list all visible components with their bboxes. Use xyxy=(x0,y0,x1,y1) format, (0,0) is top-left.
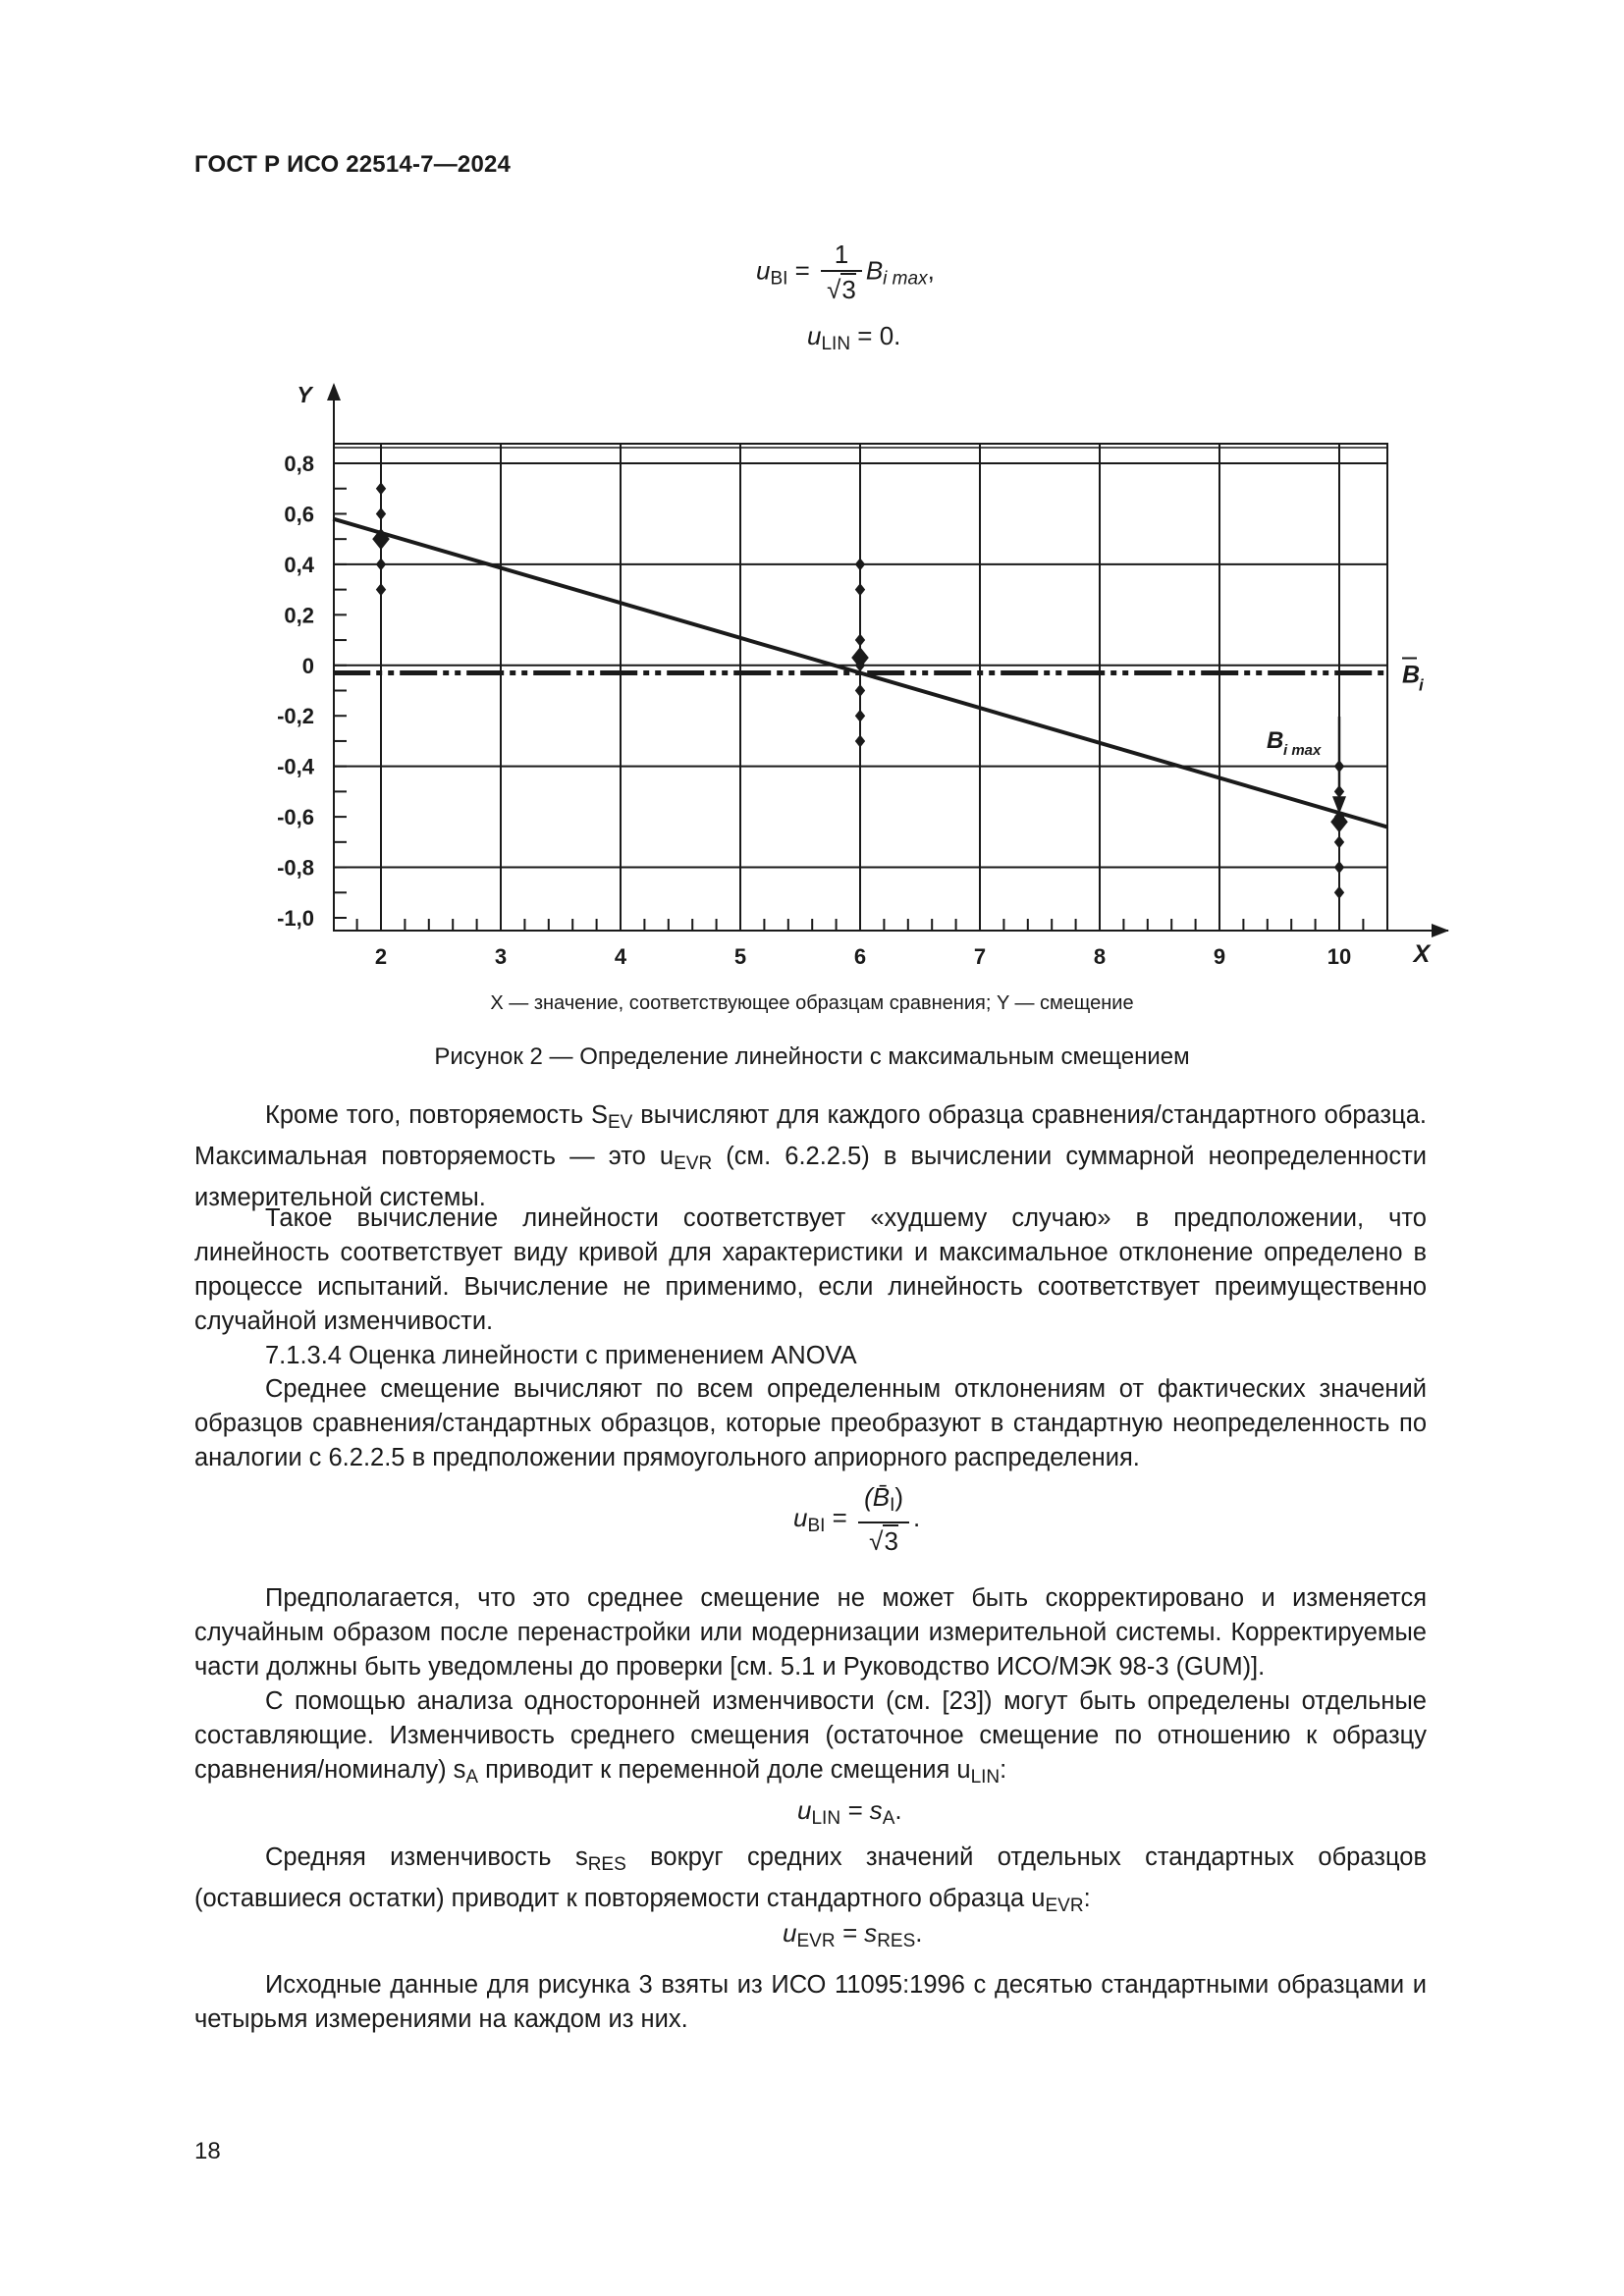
y-tick-label: 0 xyxy=(301,653,314,678)
document-header: ГОСТ Р ИСО 22514-7—2024 xyxy=(194,151,512,178)
x-tick-label: 7 xyxy=(973,944,987,969)
data-point xyxy=(1334,861,1344,874)
figure-title: Рисунок 2 — Определение линейности с максимальным смещением xyxy=(434,1043,1190,1070)
section-heading-7-1-3-4: 7.1.3.4 Оценка линейности с применением ANOVA xyxy=(265,1342,857,1369)
data-point xyxy=(855,583,865,596)
paragraph-5: Предполагается, что это среднее смещение не может быть скорректировано и изменяется случайным образом после перенастройки или модернизации измерительной системы. Корректируемые части должны быть уведомлены до проверки [см. 5.1 и Руководство ИСО/МЭК 98-3 (GUM)]. xyxy=(194,1584,1427,1681)
fraction: $\frac{1}{√3}$ xyxy=(821,240,862,305)
data-point xyxy=(855,710,865,722)
figure-legend-caption: X — значение, соответствующее образцам сравнения; Y — смещение xyxy=(490,992,1134,1014)
fraction: $\frac{(B̄_I)}{√3}$ xyxy=(858,1482,909,1557)
data-point xyxy=(855,558,865,570)
y-axis-arrow xyxy=(327,383,341,400)
formula-ubi-anova: $u_{BI}$ = $\frac{(B̄_I)}{√3}$ . xyxy=(793,1482,921,1556)
bimax-label-sub: i max xyxy=(1283,742,1322,759)
x-tick-label: 9 xyxy=(1213,944,1226,969)
x-tick-label: 3 xyxy=(494,944,508,969)
x-tick-label: 2 xyxy=(374,944,388,969)
y-tick-label: -0,2 xyxy=(277,704,314,729)
mean-bias-label-sub: i xyxy=(1419,675,1424,695)
x-tick-label: 4 xyxy=(614,944,627,969)
paragraph-1: Кроме того, повторяемость $S_{EV}$ вычисляют для каждого образца сравнения/стандартного образца. Максимальная повторяемость — это $u_{EVR}$ (см. 6.2.2.5) в вычислении суммарной неопределенности измерительной системы. xyxy=(194,1101,1427,1211)
paragraph-2: Такое вычисление линейности соответствует «худшему случаю» в предположении, что линейность соответствует виду кривой для характеристики и максимальное отклонение определено в процессе испытаний. Вычисление не применимо, если линейность соответствует преимущественно случайной изменчивости. xyxy=(194,1204,1427,1335)
x-tick-label: 5 xyxy=(733,944,747,969)
y-tick-label: 0,2 xyxy=(284,603,314,628)
x-tick-label: 10 xyxy=(1326,944,1352,969)
linearity-chart xyxy=(0,0,1624,982)
data-point xyxy=(855,634,865,647)
data-point xyxy=(376,507,386,520)
data-point xyxy=(1334,886,1344,899)
data-point xyxy=(855,734,865,747)
formula-ubi: $u_{BI}$ = $\frac{1}{√3}$ $B_{i max}$, xyxy=(756,240,935,304)
x-tick-label: 8 xyxy=(1093,944,1107,969)
data-point xyxy=(376,482,386,495)
data-point xyxy=(376,558,386,570)
y-tick-label: 0,6 xyxy=(284,502,314,527)
paragraph-6: С помощью анализа односторонней изменчивости (см. [23]) могут быть определены отдельные составляющие. Изменчивость среднего смещения (остаточное смещение по отношению к образцу сравнения/номиналу) $s_A$ приводит к переменной доле смещения $u_{LIN}$: xyxy=(194,1687,1427,1788)
formula-ulin-zero: $u_{LIN} = 0$. xyxy=(807,321,901,354)
x-tick-label: 6 xyxy=(853,944,867,969)
x-axis-arrow xyxy=(1432,924,1449,937)
y-tick-label: -0,6 xyxy=(277,805,314,830)
y-tick-label: -0,8 xyxy=(277,855,314,881)
y-tick-label: 0,4 xyxy=(284,552,314,577)
data-point xyxy=(1334,835,1344,848)
data-point xyxy=(855,684,865,697)
bimax-label: B xyxy=(1267,727,1284,754)
paragraph-8: Исходные данные для рисунка 3 взяты из ИСО 11095:1996 с десятью стандартными образцами и четырьмя измерениями на каждом из них. xyxy=(194,1971,1427,2033)
paragraph-4: Среднее смещение вычисляют по всем определенным отклонениям от фактических значений образцов сравнения/стандартных образцов, которые преобразуют в стандартную неопределенность по аналогии с 6.2.2.5 в предположении прямоугольного априорного распределения. xyxy=(194,1375,1427,1471)
mean-bias-label: B xyxy=(1402,661,1421,689)
page-number: 18 xyxy=(194,2138,221,2164)
paragraph-7: Средняя изменчивость $s_{RES}$ вокруг средних значений отдельных стандартных образцов (оставшиеся остатки) приводит к повторяемости стандартного образца $u_{EVR}$: xyxy=(194,1843,1427,1916)
formula-ulin-sa: $u_{LIN} = s_A$. xyxy=(797,1795,902,1829)
y-axis-label: Y xyxy=(297,382,312,407)
y-tick-label: -1,0 xyxy=(277,906,314,931)
formula-uevr-sres: $u_{EVR} = s_{RES}$. xyxy=(783,1918,923,1951)
data-point xyxy=(376,583,386,596)
x-axis-label: X xyxy=(1413,940,1431,968)
y-tick-label: -0,4 xyxy=(277,754,314,779)
y-tick-label: 0,8 xyxy=(284,452,314,476)
